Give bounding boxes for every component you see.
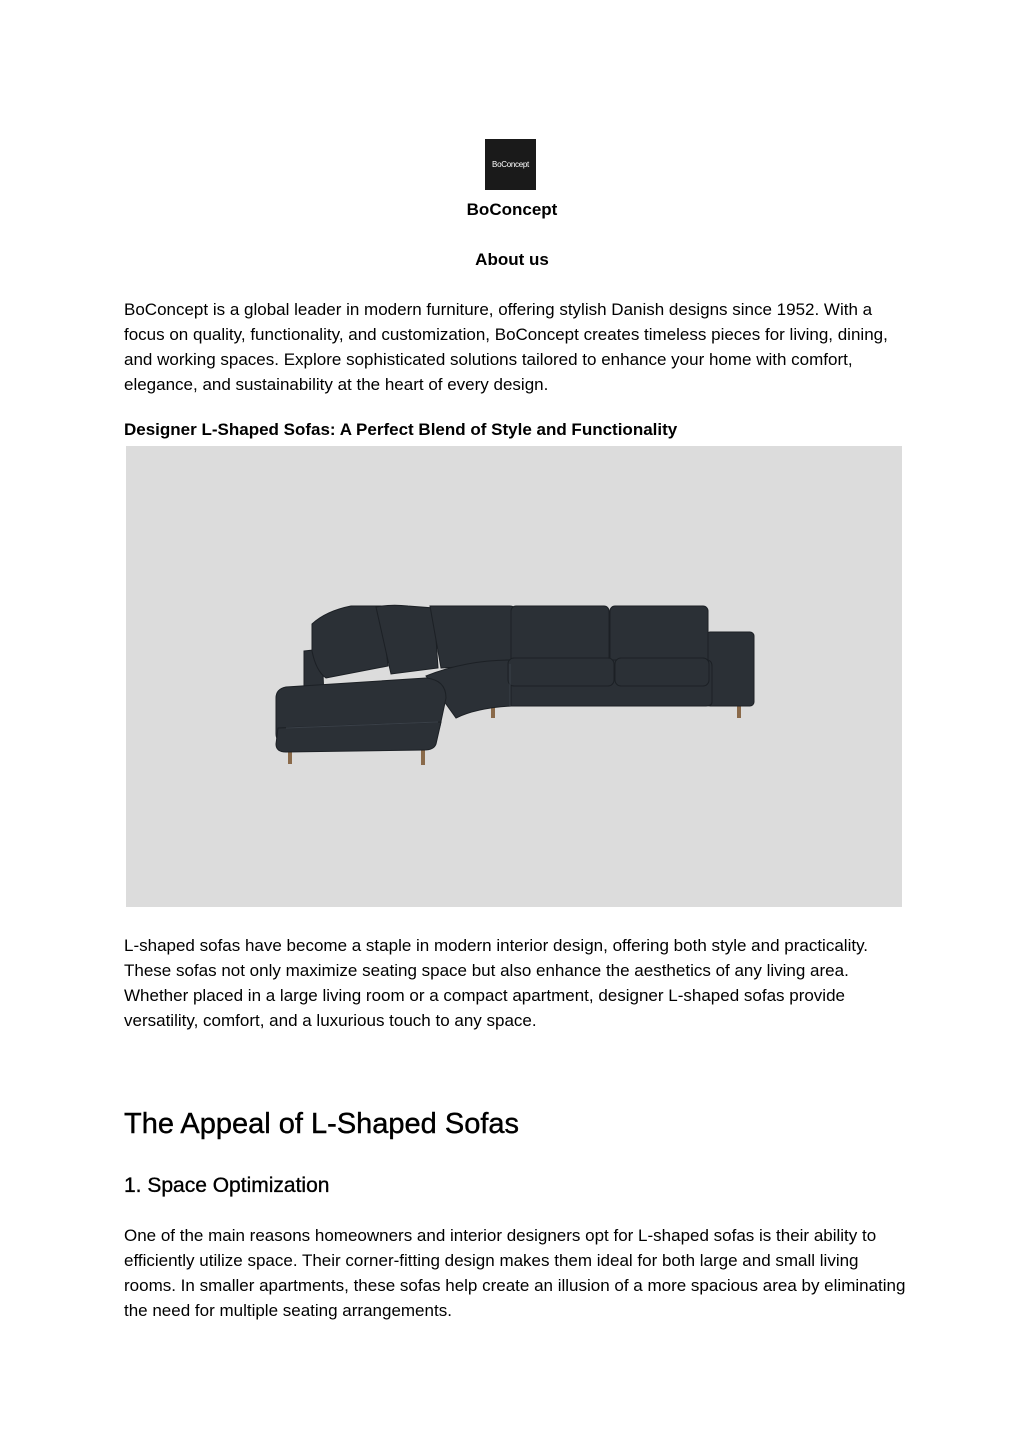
boconcept-logo [485, 139, 536, 190]
space-optimization-paragraph: One of the main reasons homeowners and interior designers opt for L-shaped sofas is their ability to efficiently utilize space. Their corner-fitting design makes them ideal for both large and small living rooms. In smaller apartments, these sofas help create an illusion of a more spacious area by eliminating the need for multiple seating arrangements. [124, 1226, 906, 1320]
logo-text: BoConcept [492, 160, 529, 169]
section-title-about: About us [475, 250, 549, 269]
feature-paragraph: L-shaped sofas have become a staple in modern interior design, offering both style and practicality. These sofas not only maximize seating space but also enhance the aesthetics of any living area. Whether placed in a large living room or a compact apartment, designer L-shaped sofas provide versatility, comfort, and a luxurious touch to any space. [124, 936, 869, 1030]
brand-name: BoConcept [466, 200, 558, 219]
space-optimization-heading: 1. Space Optimization [124, 1174, 330, 1197]
feature-heading: Designer L-Shaped Sofas: A Perfect Blend of Style and Functionality [124, 420, 678, 439]
about-paragraph: BoConcept is a global leader in modern furniture, offering stylish Danish designs since 1952. With a focus on quality, functionality, and customization, BoConcept creates timeless pieces for living, dining, and working spaces. Explore sophisticated solutions tailored to enhance your home with comfort, elegance, and sustainability at the heart of every design. [124, 300, 888, 394]
l-shaped-sofa-image [126, 446, 902, 907]
appeal-title: The Appeal of L-Shaped Sofas [124, 1108, 520, 1140]
sofa-photo-icon [126, 446, 902, 907]
